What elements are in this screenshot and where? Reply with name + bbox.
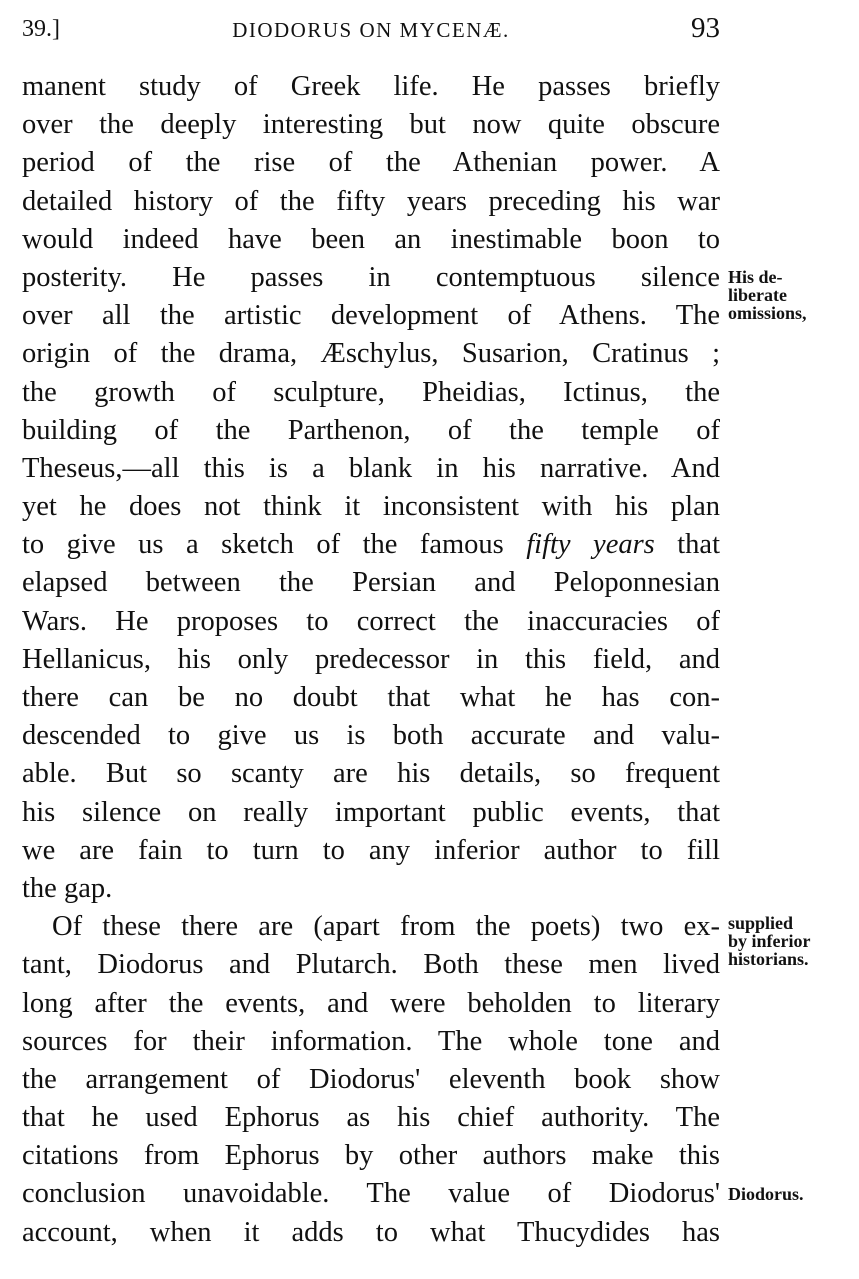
text-line: Theseus,—all this is a blank in his narrative. And: [22, 452, 720, 484]
margin-note-historians: [728, 914, 856, 968]
text-line: period of the rise of the Athenian power. A: [22, 147, 720, 179]
text-line: posterity. He passes in contemptuous silence: [22, 261, 720, 293]
text-line: the gap.: [22, 872, 113, 904]
text-line: account, when it adds to what Thucydides has: [22, 1216, 720, 1248]
margin-note-omissions: [728, 268, 856, 322]
text-line: yet he does not think it inconsistent with his plan: [22, 491, 720, 523]
body-text: [22, 68, 720, 1252]
text-line: long after the events, and were beholden to literary: [22, 987, 720, 1019]
text-line: over all the artistic development of Athens. The: [22, 300, 720, 332]
text-line: sources for their information. The whole tone and: [22, 1025, 720, 1057]
margin-note-diodorus: [728, 1185, 856, 1203]
text-line: able. But so scanty are his details, so frequent: [22, 758, 720, 790]
page-number: 93: [691, 12, 720, 44]
margin-note-line: supplied: [728, 913, 794, 933]
text-line: Hellanicus, his only predecessor in this field, and: [22, 643, 720, 675]
text-line: there can be no doubt that what he has con-: [22, 682, 720, 713]
margin-note-line: His de-: [728, 267, 783, 287]
section-reference: 39.]: [22, 16, 60, 42]
text-line: detailed history of the fifty years preceding his war: [22, 185, 720, 217]
text-line: the arrangement of Diodorus' eleventh book show: [22, 1063, 720, 1095]
italic-phrase: fifty years: [526, 529, 655, 561]
text-line: descended to give us is both accurate and valu-: [22, 720, 720, 752]
margin-note-line: liberate: [728, 285, 787, 305]
text-line: over the deeply interesting but now quite obscure: [22, 109, 720, 141]
text-line: Of these there are (apart from the poets) two ex-: [52, 911, 720, 943]
text-line: his silence on really important public events, that: [22, 796, 720, 828]
text-line: elapsed between the Persian and Peloponnesian: [22, 567, 720, 599]
text-line: would indeed have been an inestimable boon to: [22, 223, 720, 255]
text-line: citations from Ephorus by other authors make this: [22, 1140, 720, 1172]
text-line: manent study of Greek life. He passes briefly: [22, 71, 720, 102]
text-segment: that: [654, 529, 720, 561]
text-segment: to give us a sketch of the famous: [22, 529, 527, 561]
text-line: that he used Ephorus as his chief authority. The: [22, 1102, 720, 1134]
margin-note-line: historians.: [728, 949, 809, 969]
text-line: building of the Parthenon, of the temple of: [22, 414, 720, 446]
text-line: conclusion unavoidable. The value of Diodorus': [22, 1178, 720, 1210]
text-line: [22, 526, 720, 564]
margin-note-line: omissions,: [728, 303, 807, 323]
text-line: tant, Diodorus and Plutarch. Both these men lived: [22, 949, 720, 981]
text-line: the growth of sculpture, Pheidias, Ictinus, the: [22, 376, 720, 408]
text-line: Wars. He proposes to correct the inaccuracies of: [22, 605, 720, 637]
text-line: we are fain to turn to any inferior author to fill: [22, 834, 720, 866]
margin-note-line: Diodorus.: [728, 1184, 804, 1204]
running-head: [22, 10, 720, 46]
text-line: origin of the drama, Æschylus, Susarion, Cratinus ;: [22, 338, 720, 370]
margin-note-line: by inferior: [728, 931, 811, 951]
running-title: DIODORUS ON MYCENÆ.: [232, 18, 510, 42]
